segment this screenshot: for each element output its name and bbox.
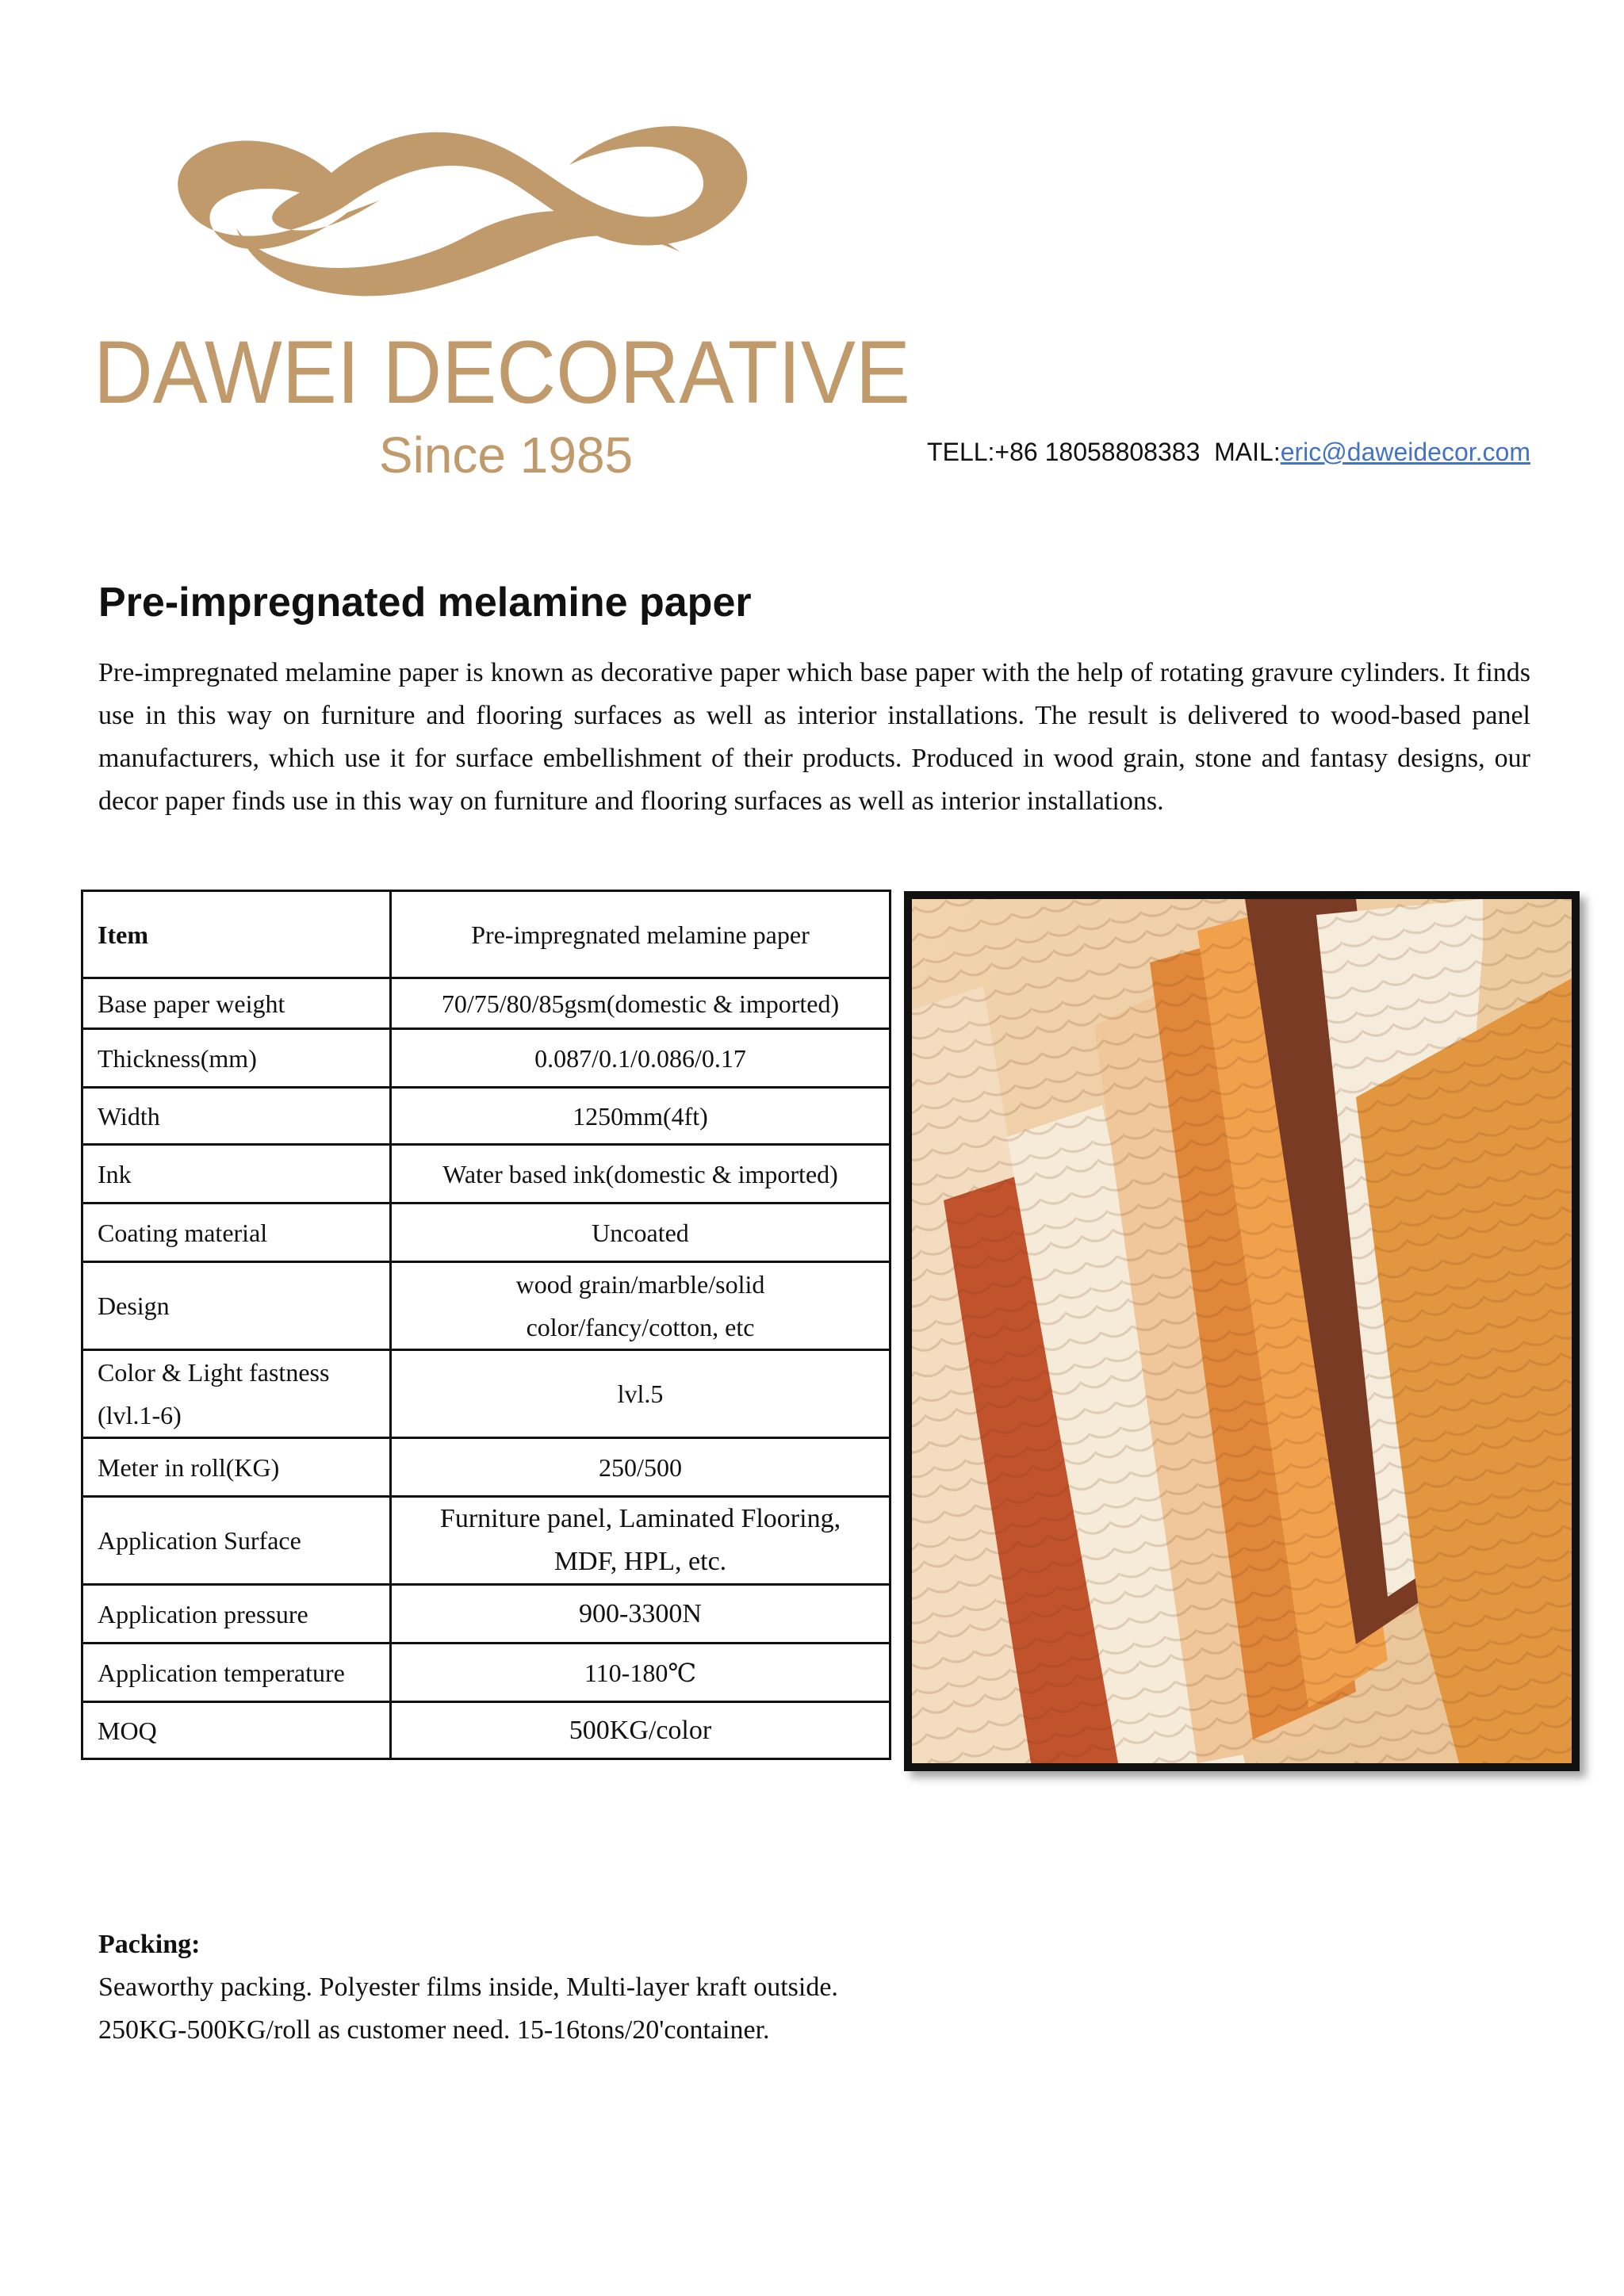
- spec-value: 1250mm(4ft): [391, 1088, 891, 1145]
- logo-tagline-text: Since 1985: [378, 427, 634, 482]
- spec-value: 0.087/0.1/0.086/0.17: [391, 1029, 891, 1088]
- phone-text: TELL:+86 18058808383: [927, 438, 1201, 466]
- table-row: [82, 978, 891, 1029]
- table-row: [82, 1145, 891, 1203]
- email-link[interactable]: eric@daweidecor.com: [1280, 438, 1530, 466]
- spec-value: lvl.5: [391, 1350, 891, 1438]
- logo-emblem: [178, 126, 747, 249]
- table-row: [82, 1497, 891, 1585]
- spec-table: [81, 890, 891, 1760]
- table-row: [82, 1702, 891, 1759]
- table-row: [82, 1438, 891, 1497]
- company-logo: [94, 117, 910, 482]
- spec-value: Water based ink(domestic & imported): [391, 1145, 891, 1203]
- table-row: [82, 1350, 891, 1438]
- logo-brand-text: DAWEI DECORATIVE: [94, 323, 910, 422]
- spec-key: Ink: [82, 1145, 391, 1203]
- spec-value: wood grain/marble/solid color/fancy/cotton, etc: [391, 1262, 891, 1350]
- logo-graphic: [94, 117, 910, 482]
- mail-label: MAIL:: [1214, 438, 1281, 466]
- spec-key: Coating material: [82, 1203, 391, 1262]
- spec-key: MOQ: [82, 1702, 391, 1759]
- spec-value: Pre-impregnated melamine paper: [391, 891, 891, 978]
- spec-key: Base paper weight: [82, 978, 391, 1029]
- table-row: [82, 891, 891, 978]
- intro-paragraph: Pre-impregnated melamine paper is known as decorative paper which base paper with the help of rotating gravure cylinders. It finds use in this way on furniture and flooring surfaces as well as interior installations. The result is delivered to wood-based panel manufacturers, which use it for surface embellishment of their products. Produced in wood grain, stone and fantasy designs, our decor paper finds use in this way on furniture and flooring surfaces as well as interior installations.: [98, 658, 1530, 816]
- product-photo: [904, 891, 1580, 1771]
- spec-value: Furniture panel, Laminated Flooring, MDF, HPL, etc.: [391, 1497, 891, 1585]
- spec-key: Meter in roll(KG): [82, 1438, 391, 1497]
- product-photo-illustration: [912, 899, 1572, 1763]
- spec-key: Design: [82, 1262, 391, 1350]
- spec-key: Application temperature: [82, 1644, 391, 1702]
- spec-key: Item: [82, 891, 391, 978]
- spec-key: Application Surface: [82, 1497, 391, 1585]
- spec-key: Width: [82, 1088, 391, 1145]
- spec-key: Color & Light fastness (lvl.1-6): [82, 1350, 391, 1438]
- table-row: [82, 1088, 891, 1145]
- packing-title: Packing:: [98, 1930, 201, 1959]
- packing-line-2: 250KG-500KG/roll as customer need. 15-16tons/20'container.: [98, 2015, 770, 2045]
- table-row: [82, 1262, 891, 1350]
- packing-line-1: Seaworthy packing. Polyester films inside, Multi-layer kraft outside.: [98, 1973, 838, 2002]
- page-title: Pre-impregnated melamine paper: [98, 580, 752, 626]
- table-row: [82, 1203, 891, 1262]
- spec-value: 70/75/80/85gsm(domestic & imported): [391, 978, 891, 1029]
- spec-value: 250/500: [391, 1438, 891, 1497]
- spec-value: Uncoated: [391, 1203, 891, 1262]
- contact-line: [918, 438, 1530, 467]
- spec-value: 500KG/color: [391, 1702, 891, 1759]
- spec-value: 900-3300N: [391, 1585, 891, 1644]
- table-row: [82, 1585, 891, 1644]
- table-row: [82, 1029, 891, 1088]
- spec-value: 110-180℃: [391, 1644, 891, 1702]
- spec-key: Thickness(mm): [82, 1029, 391, 1088]
- spec-key: Application pressure: [82, 1585, 391, 1644]
- table-row: [82, 1644, 891, 1702]
